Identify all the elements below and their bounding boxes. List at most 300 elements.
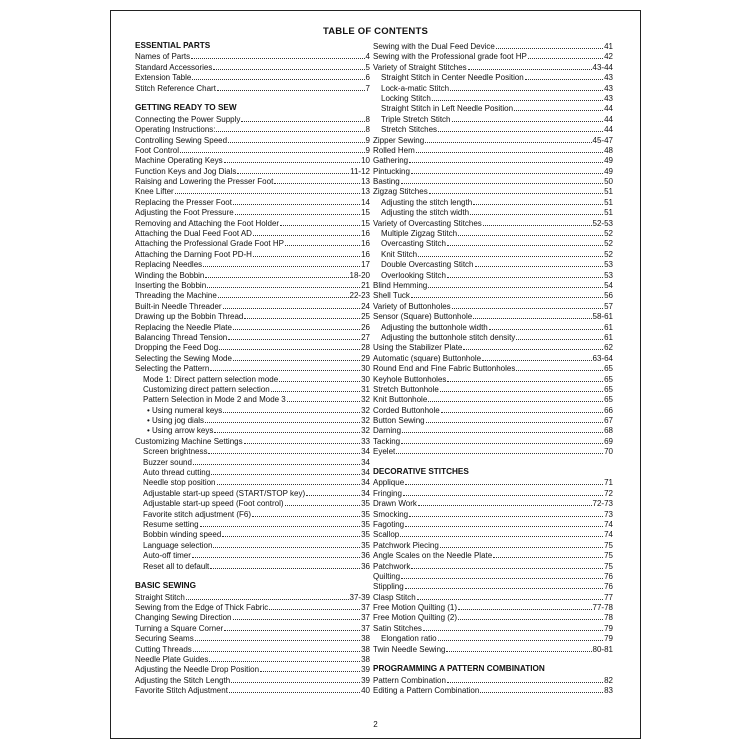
toc-entry [135, 249, 370, 259]
toc-entry-page: 76 [604, 571, 613, 581]
toc-entry-page: 29 [361, 353, 370, 363]
toc-entry [373, 207, 613, 217]
toc-entry-title: • Using numeral keys [147, 405, 223, 415]
toc-entry-title: Turning a Square Corner [135, 623, 224, 633]
toc-entry-page: 15 [361, 208, 370, 218]
dot-leader [396, 446, 603, 454]
toc-entry-title: Zigzag Stitches [373, 187, 428, 197]
toc-entry-title: Pattern Selection in Mode 2 and Mode 3 [143, 395, 286, 405]
toc-entry-page: 62 [604, 343, 613, 353]
toc-entry [373, 644, 613, 654]
dot-leader [402, 425, 603, 433]
toc-entry-page: 13 [361, 187, 370, 197]
dot-leader [244, 436, 360, 444]
toc-entry-page: 35 [361, 519, 370, 529]
toc-entry [135, 612, 370, 622]
toc-entry-title: Mode 1: Direct pattern selection mode [143, 374, 279, 384]
toc-entry-page: 44 [604, 125, 613, 135]
toc-entry [135, 176, 370, 186]
dot-leader [235, 207, 360, 215]
toc-entry-title: Locking Stitch [381, 93, 431, 103]
dot-leader [447, 270, 603, 278]
toc-entry [373, 405, 613, 415]
toc-entry [135, 83, 370, 93]
dot-leader [475, 259, 604, 267]
toc-entry [135, 436, 370, 446]
toc-entry-title: Tacking [373, 436, 401, 446]
toc-entry-title: Straight Stitch [135, 592, 185, 602]
toc-entry-page: 24 [361, 301, 370, 311]
toc-entry-page: 52 [604, 249, 613, 259]
toc-entry [135, 602, 370, 612]
toc-entry-title: Clasp Stitch [373, 592, 416, 602]
dot-leader [260, 664, 360, 672]
dot-leader [209, 654, 360, 662]
toc-entry-title: Blind Hemming [373, 280, 428, 290]
toc-entry [135, 363, 370, 373]
section-heading: DECORATIVE STITCHES [373, 467, 469, 477]
toc-entry-title: Applique [373, 478, 405, 488]
dot-leader [428, 280, 603, 288]
toc-entry-title: Straight Stitch in Center Needle Position [381, 73, 524, 83]
dot-leader [400, 529, 603, 537]
toc-entry-title: Knee Lifter [135, 187, 174, 197]
page-number: 2 [373, 720, 378, 729]
toc-entry-title: Scallop [373, 530, 400, 540]
toc-entry [135, 425, 370, 435]
toc-entry-title: Sewing with the Dual Feed Device [373, 42, 495, 51]
toc-entry-page: 66 [604, 405, 613, 415]
toc-entry-title: • Using arrow keys [147, 426, 214, 436]
dot-leader [470, 207, 603, 215]
toc-entry-title: Satin Stitches [373, 623, 422, 633]
toc-entry-page: 35 [361, 509, 370, 519]
toc-page [110, 10, 641, 739]
toc-entry-page: 22-23 [349, 291, 370, 301]
toc-entry-page: 25 [361, 312, 370, 322]
toc-entry [135, 290, 370, 300]
toc-entry [135, 197, 370, 207]
dot-leader [244, 311, 360, 319]
toc-entry-title: Free Motion Quilting (2) [373, 613, 458, 623]
toc-entry-title: Stretch Buttonhole [373, 384, 439, 394]
toc-entry [135, 332, 370, 342]
toc-entry-page: 73 [604, 509, 613, 519]
toc-entry-page: 43 [604, 73, 613, 83]
toc-entry [373, 612, 613, 622]
toc-entry [135, 374, 370, 384]
dot-leader [216, 124, 364, 132]
toc-entry-title: Multiple Zigzag Stitch [381, 229, 458, 239]
dot-leader [438, 633, 604, 641]
toc-entry-title: Overcasting Stitch [381, 239, 446, 249]
dot-leader [213, 62, 364, 70]
dot-leader [525, 72, 603, 80]
toc-entry [135, 654, 370, 664]
dot-leader [432, 93, 603, 101]
toc-entry [135, 280, 370, 290]
dot-leader [306, 488, 360, 496]
dot-leader [418, 249, 603, 257]
dot-leader [253, 228, 360, 236]
toc-entry [135, 228, 370, 238]
toc-entry-title: Foot Control [135, 145, 180, 155]
toc-entry-title: Balancing Thread Tension [135, 332, 228, 342]
toc-entry-page: 65 [604, 374, 613, 384]
toc-entry-title: Corded Buttonhole [373, 405, 440, 415]
toc-entry-page: 74 [604, 530, 613, 540]
dot-leader [192, 72, 364, 80]
toc-entry [373, 374, 613, 384]
toc-entry-page: 79 [604, 623, 613, 633]
toc-entry-page: 31 [361, 384, 370, 394]
toc-entry-page: 18-20 [349, 270, 370, 280]
toc-entry-page: 35 [361, 540, 370, 550]
toc-entry [135, 270, 370, 280]
dot-leader [409, 155, 603, 163]
dot-leader [219, 342, 360, 350]
toc-entry [373, 602, 613, 612]
toc-entry [373, 529, 613, 539]
toc-entry [373, 83, 613, 93]
toc-entry-page: 43-44 [592, 62, 613, 72]
toc-entry-page: 30 [361, 364, 370, 374]
toc-entry-title: Names of Parts [135, 52, 191, 62]
toc-entry [373, 353, 613, 363]
toc-entry-page: 48 [604, 145, 613, 155]
toc-entry-page: 58-61 [592, 312, 613, 322]
toc-entry-title: Attaching the Professional Grade Foot HP [135, 239, 284, 249]
dot-leader [416, 145, 603, 153]
toc-entry [373, 218, 613, 228]
toc-entry-page: 34 [361, 488, 370, 498]
toc-entry-page: 44 [604, 104, 613, 114]
dot-leader [193, 457, 360, 465]
toc-entry [373, 384, 613, 394]
toc-entry [135, 477, 370, 487]
toc-entry-title: Favorite stitch adjustment (F6) [143, 509, 252, 519]
toc-entry-page: 65 [604, 384, 613, 394]
toc-entry [135, 114, 370, 124]
toc-entry-page: 11-12 [350, 166, 370, 176]
toc-entry [373, 103, 613, 113]
dot-leader [191, 51, 364, 59]
dot-leader [208, 446, 360, 454]
toc-entry [135, 145, 370, 155]
section-heading: BASIC SEWING [135, 581, 196, 591]
dot-leader [405, 477, 603, 485]
toc-entry [135, 238, 370, 248]
dot-leader [516, 363, 603, 371]
toc-entry-title: Knit Stitch [381, 249, 418, 259]
toc-entry-page: 75 [604, 551, 613, 561]
toc-entry-page: 21 [361, 280, 370, 290]
toc-entry-title: • Using jog dials [147, 416, 205, 426]
toc-entry [373, 363, 613, 373]
dot-leader [493, 550, 603, 558]
dot-leader [217, 83, 365, 91]
toc-entry-title: Attaching the Darning Foot PD-H [135, 249, 252, 259]
toc-entry-title: Smocking [373, 509, 409, 519]
toc-entry-title: Dropping the Feed Dog [135, 343, 219, 353]
toc-entry [373, 540, 613, 550]
dot-leader [193, 644, 360, 652]
dot-leader [285, 498, 361, 506]
toc-entry-title: Variety of Straight Stitches [373, 62, 467, 72]
dot-leader [401, 176, 603, 184]
toc-entry-page: 67 [604, 416, 613, 426]
toc-entry [135, 415, 370, 425]
dot-leader [195, 633, 360, 641]
dot-leader [224, 155, 360, 163]
toc-entry-title: Controlling Sewing Speed [135, 135, 228, 145]
dot-leader [229, 685, 360, 693]
dot-leader [217, 477, 361, 485]
toc-entry [373, 498, 613, 508]
toc-entry [135, 207, 370, 217]
toc-entry [373, 561, 613, 571]
toc-entry-page: 49 [604, 166, 613, 176]
toc-entry-page: 4 [365, 52, 370, 62]
toc-entry-page: 39 [361, 675, 370, 685]
toc-entry-page: 34 [361, 457, 370, 467]
toc-entry-page: 38 [361, 644, 370, 654]
toc-entry-title: Overlooking Stitch [381, 270, 446, 280]
toc-entry-title: Automatic (square) Buttonhole [373, 353, 482, 363]
dot-leader [233, 322, 360, 330]
toc-entry-page: 53 [604, 270, 613, 280]
toc-entry [135, 405, 370, 415]
toc-entry-page: 72-73 [592, 499, 613, 509]
toc-entry [373, 197, 613, 207]
toc-entry-page: 72 [604, 488, 613, 498]
toc-entry [373, 124, 613, 134]
toc-entry [373, 415, 613, 425]
toc-entry [135, 259, 370, 269]
section-heading: ESSENTIAL PARTS [135, 41, 211, 50]
toc-entry [135, 488, 370, 498]
toc-entry [135, 550, 370, 560]
toc-entry-title: Triple Stretch Stitch [381, 114, 451, 124]
toc-entry-title: Patchwork [373, 561, 411, 571]
toc-right-column [373, 41, 613, 696]
toc-entry-page: 38 [361, 655, 370, 665]
dot-leader [271, 384, 360, 392]
toc-entry-page: 50 [604, 177, 613, 187]
toc-entry-page: 6 [365, 73, 370, 83]
dot-leader [223, 405, 360, 413]
toc-entry-page: 35 [361, 530, 370, 540]
toc-entry-title: Threading the Machine [135, 291, 217, 301]
toc-entry-title: Inserting the Bobbin [135, 280, 207, 290]
dot-leader [213, 540, 360, 548]
toc-entry-title: Double Overcasting Stitch [381, 260, 474, 270]
toc-entry-page: 51 [604, 197, 613, 207]
toc-entry-title: Drawing up the Bobbin Thread [135, 312, 244, 322]
toc-entry [135, 353, 370, 363]
dot-leader [480, 685, 603, 693]
toc-entry-title: Fagoting [373, 519, 405, 529]
dot-leader [253, 249, 360, 257]
dot-leader [483, 218, 592, 226]
toc-entry-page: 33 [361, 436, 370, 446]
toc-entry-title: Knit Buttonhole [373, 395, 428, 405]
toc-entry-title: Changing Sewing Direction [135, 613, 232, 623]
toc-entry [135, 394, 370, 404]
toc-entry-page: 16 [361, 239, 370, 249]
dot-leader [223, 301, 361, 309]
toc-entry-page: 38 [361, 634, 370, 644]
toc-entry-page: 26 [361, 322, 370, 332]
toc-entry [373, 550, 613, 560]
toc-entry-page: 77 [604, 592, 613, 602]
dot-leader [473, 311, 591, 319]
toc-entry [373, 145, 613, 155]
dot-leader [411, 166, 603, 174]
toc-entry-title: Basting [373, 177, 400, 187]
toc-entry-title: Needle Plate Guides [135, 655, 209, 665]
toc-entry-title: Needle stop position [143, 478, 216, 488]
toc-entry-title: Straight Stitch in Left Needle Position [381, 104, 514, 114]
toc-entry-title: Adjustable start-up speed (Foot control) [143, 499, 284, 509]
toc-entry [135, 155, 370, 165]
toc-entry-title: Adjusting the buttonhole stitch density [381, 332, 516, 342]
dot-leader [274, 176, 360, 184]
section-heading: GETTING READY TO SEW [135, 103, 237, 113]
toc-entry-page: 75 [604, 540, 613, 550]
dot-leader [447, 675, 603, 683]
dot-leader [205, 270, 348, 278]
toc-entry-title: Selecting the Pattern [135, 364, 210, 374]
dot-leader [468, 62, 592, 70]
toc-entry [373, 581, 613, 591]
toc-entry-title: Pintucking [373, 166, 410, 176]
toc-entry-page: 9 [365, 135, 370, 145]
toc-entry-page: 53 [604, 260, 613, 270]
toc-entry [373, 519, 613, 529]
toc-entry-title: Fringing [373, 488, 402, 498]
toc-entry [373, 332, 613, 342]
dot-leader [211, 467, 360, 475]
toc-entry-page: 36 [361, 551, 370, 561]
toc-entry-title: Removing and Attaching the Foot Holder [135, 218, 280, 228]
toc-entry-page: 43 [604, 93, 613, 103]
toc-entry-page: 5 [365, 62, 370, 72]
toc-entry-title: Eyelet [373, 447, 396, 457]
toc-entry [373, 93, 613, 103]
dot-leader [496, 41, 603, 49]
toc-entry-title: Customizing Machine Settings [135, 436, 243, 446]
dot-leader [425, 135, 591, 143]
toc-entry-page: 54 [604, 280, 613, 290]
toc-entry-page: 79 [604, 634, 613, 644]
toc-entry [135, 166, 370, 176]
toc-entry-title: Favorite Stitch Adjustment [135, 686, 228, 696]
toc-entry-page: 56 [604, 291, 613, 301]
toc-entry [373, 290, 613, 300]
toc-entry-title: Auto-off timer [143, 551, 191, 561]
toc-entry-title: Gathering [373, 156, 409, 166]
toc-entry [373, 477, 613, 487]
toc-entry [373, 135, 613, 145]
toc-entry-title: Replacing Needles [135, 260, 203, 270]
toc-entry-page: 37 [361, 613, 370, 623]
dot-leader [514, 103, 603, 111]
toc-entry [135, 322, 370, 332]
toc-entry-title: Stretch Stitches [381, 125, 438, 135]
toc-entry-page: 78 [604, 613, 613, 623]
toc-entry-title: Drawn Work [373, 499, 417, 509]
toc-entry-page: 61 [604, 332, 613, 342]
toc-entry [373, 51, 613, 61]
dot-leader [403, 488, 603, 496]
dot-leader [450, 83, 603, 91]
toc-entry-title: Darning [373, 426, 402, 436]
toc-entry-page: 16 [361, 249, 370, 259]
toc-entry-page: 36 [361, 561, 370, 571]
dot-leader [409, 509, 603, 517]
toc-entry-page: 70 [604, 447, 613, 457]
toc-entry-title: Keyhole Buttonholes [373, 374, 447, 384]
toc-entry [135, 633, 370, 643]
toc-entry-title: Editing a Pattern Combination [373, 686, 480, 696]
toc-entry-title: Replacing the Needle Plate [135, 322, 232, 332]
dot-leader [441, 405, 603, 413]
toc-entry-title: Function Keys and Jog Dials [135, 166, 237, 176]
dot-leader [429, 186, 603, 194]
toc-entry-page: 82 [604, 675, 613, 685]
dot-leader [233, 612, 361, 620]
toc-entry [135, 51, 370, 61]
toc-entry-page: 8 [365, 125, 370, 135]
toc-entry-title: Quilting [373, 571, 401, 581]
toc-entry-title: Auto thread cutting [143, 468, 211, 478]
toc-entry-page: 65 [604, 395, 613, 405]
dot-leader [401, 571, 603, 579]
dot-leader [438, 124, 603, 132]
toc-entry [373, 571, 613, 581]
toc-entry-title: Adjusting the Stitch Length [135, 675, 231, 685]
dot-leader [516, 332, 603, 340]
dot-leader [411, 290, 603, 298]
dot-leader [447, 374, 603, 382]
toc-entry [135, 72, 370, 82]
toc-entry-page: 17 [361, 260, 370, 270]
toc-entry-title: Adjusting the Foot Pressure [135, 208, 234, 218]
toc-entry-title: Lock-a-matic Stitch [381, 83, 450, 93]
toc-entry [135, 519, 370, 529]
dot-leader [528, 51, 603, 59]
toc-entry [135, 342, 370, 352]
toc-entry-title: Winding the Bobbin [135, 270, 205, 280]
toc-entry-title: Variety of Buttonholes [373, 301, 451, 311]
toc-entry-page: 28 [361, 343, 370, 353]
toc-entry-page: 32 [361, 405, 370, 415]
toc-entry-page: 83 [604, 686, 613, 696]
toc-entry-page: 63-64 [592, 353, 613, 363]
dot-leader [447, 238, 603, 246]
toc-entry-page: 52 [604, 229, 613, 239]
dot-leader [482, 353, 591, 361]
toc-entry-page: 61 [604, 322, 613, 332]
toc-entry [135, 529, 370, 539]
dot-leader [440, 384, 603, 392]
toc-entry [373, 72, 613, 82]
dot-leader [200, 519, 361, 527]
toc-entry-title: Patchwork Piecing [373, 540, 439, 550]
toc-entry-title: Adjusting the Needle Drop Position [135, 665, 260, 675]
dot-leader [405, 519, 603, 527]
